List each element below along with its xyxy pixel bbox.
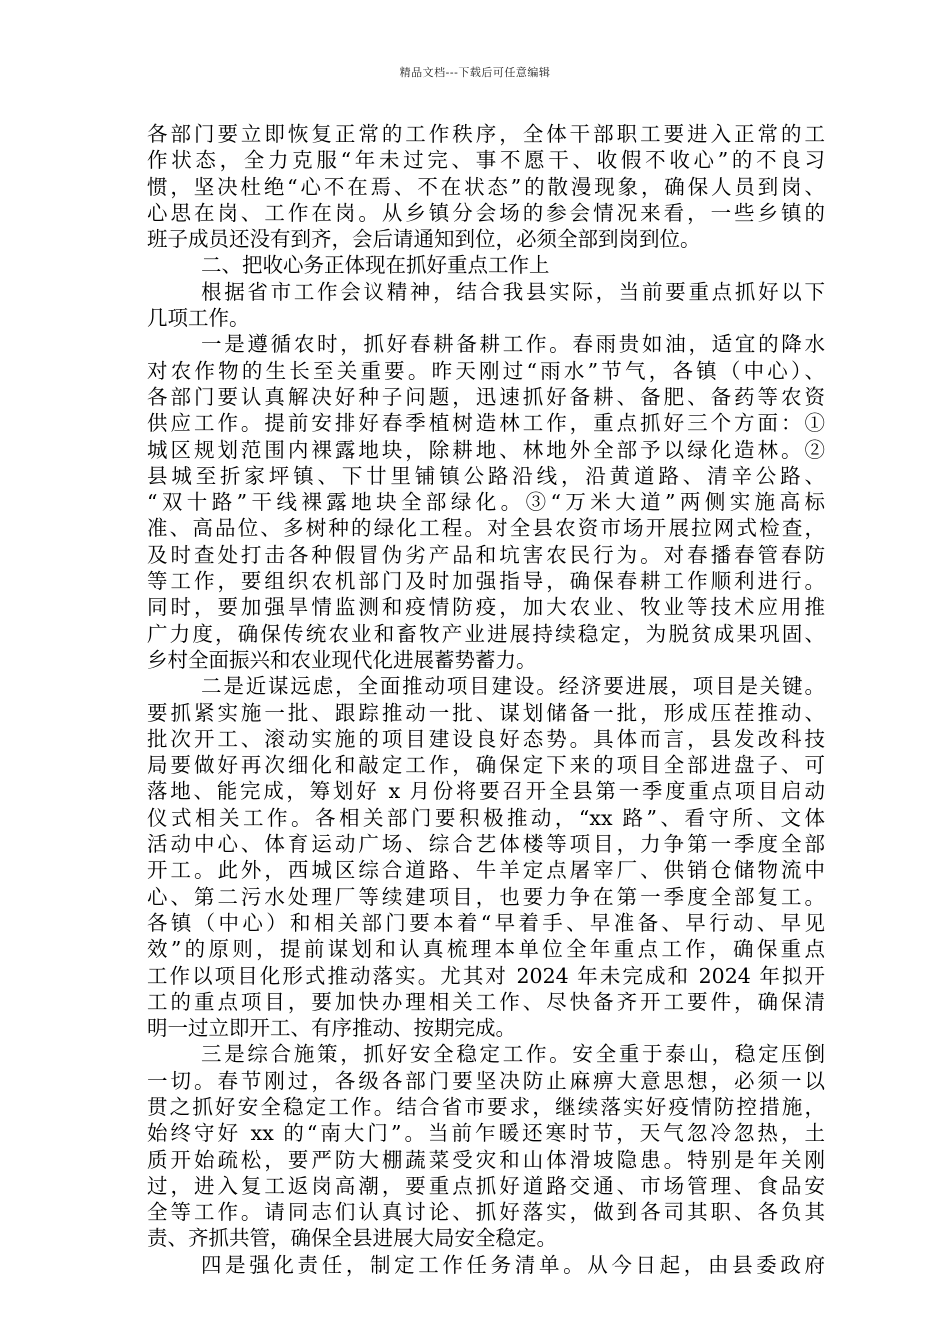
paragraph-line: 四是强化责任，制定工作任务清单。从今日起，由县委政府 bbox=[201, 1252, 825, 1277]
paragraph-line: 各部门要认真解决好种子问题，迅速抓好备耕、备肥、备药等农资 bbox=[147, 384, 825, 409]
paragraph-line: 二是近谋远虑，全面推动项目建设。经济要进展，项目是关键。 bbox=[201, 674, 825, 699]
paragraph-line: 效”的原则，提前谋划和认真梳理本单位全年重点工作，确保重点 bbox=[147, 937, 825, 962]
paragraph-line: 作状态，全力克服“年未过完、事不愿干、收假不收心”的不良习 bbox=[147, 148, 825, 173]
paragraph-line: “双十路”干线裸露地块全部绿化。③“万米大道”两侧实施高标 bbox=[147, 490, 825, 515]
paragraph-line: 等工作，要组织农机部门及时加强指导，确保春耕工作顺利进行。 bbox=[147, 569, 825, 594]
page-header-watermark: 精品文档---下载后可任意编辑 bbox=[399, 66, 551, 79]
paragraph-line: 三是综合施策，抓好安全稳定工作。安全重于泰山，稳定压倒 bbox=[201, 1042, 825, 1067]
paragraph-line: 批次开工、滚动实施的项目建设良好态势。具体而言，县发改科技 bbox=[147, 726, 825, 751]
paragraph-line: 责、齐抓共管，确保全县进展大局安全稳定。 bbox=[147, 1226, 557, 1251]
paragraph-line: 惯，坚决杜绝“心不在焉、不在状态”的散漫现象，确保人员到岗、 bbox=[147, 174, 825, 199]
paragraph-line: 质开始疏松，要严防大棚蔬菜受灾和山体滑坡隐患。特别是年关刚 bbox=[147, 1147, 825, 1172]
paragraph-line: 对农作物的生长至关重要。昨天刚过“雨水”节气，各镇（中心）、 bbox=[147, 358, 825, 383]
paragraph-line: 广力度，确保传统农业和畜牧产业进展持续稳定，为脱贫成果巩固、 bbox=[147, 621, 825, 646]
paragraph-line: 明一过立即开工、有序推动、按期完成。 bbox=[147, 1016, 516, 1041]
paragraph-line: 供应工作。提前安排好春季植树造林工作，重点抓好三个方面：① bbox=[147, 411, 825, 436]
paragraph-line: 全等工作。请同志们认真讨论、抓好落实，做到各司其职、各负其 bbox=[147, 1200, 825, 1225]
paragraph-line: 落地、能完成，筹划好 x 月份将要召开全县第一季度重点项目启动 bbox=[147, 779, 825, 804]
paragraph-line: 一切。春节刚过，各级各部门要坚决防止麻痹大意思想，必须一以 bbox=[147, 1068, 825, 1093]
paragraph-line: 过，进入复工返岗高潮，要重点抓好道路交通、市场管理、食品安 bbox=[147, 1173, 825, 1198]
document-body bbox=[147, 121, 825, 1278]
paragraph-line: 班子成员还没有到齐，会后请通知到位，必须全部到岗到位。 bbox=[147, 227, 701, 252]
paragraph-line: 一是遵循农时，抓好春耕备耕工作。春雨贵如油，适宜的降水 bbox=[201, 332, 825, 357]
paragraph-line: 城区规划范围内裸露地块，除耕地、林地外全部予以绿化造林。② bbox=[147, 437, 825, 462]
paragraph-line: 局要做好再次细化和敲定工作，确保定下来的项目全部进盘子、可 bbox=[147, 753, 825, 778]
paragraph-line: 几项工作。 bbox=[147, 306, 250, 331]
paragraph-line: 乡村全面振兴和农业现代化进展蓄势蓄力。 bbox=[147, 647, 537, 672]
paragraph-line: 工的重点项目，要加快办理相关工作、尽快备齐开工要件，确保清 bbox=[147, 989, 825, 1014]
paragraph-line: 心思在岗、工作在岗。从乡镇分会场的参会情况来看，一些乡镇的 bbox=[147, 200, 825, 225]
paragraph-line: 根据省市工作会议精神，结合我县实际，当前要重点抓好以下 bbox=[201, 279, 825, 304]
paragraph-line: 县城至折家坪镇、下廿里铺镇公路沿线，沿黄道路、清辛公路、 bbox=[147, 463, 825, 488]
paragraph-line: 心、第二污水处理厂等续建项目，也要力争在第一季度全部复工。 bbox=[147, 884, 825, 909]
paragraph-line: 始终守好 xx 的“南大门”。当前乍暖还寒时节，天气忽冷忽热，土 bbox=[147, 1121, 825, 1146]
paragraph-line: 仪式相关工作。各相关部门要积极推动，“xx 路”、看守所、文体 bbox=[147, 805, 825, 830]
paragraph-line: 各部门要立即恢复正常的工作秩序，全体干部职工要进入正常的工 bbox=[147, 122, 825, 146]
paragraph-line: 工作以项目化形式推动落实。尤其对 2024 年未完成和 2024 年拟开 bbox=[147, 963, 825, 988]
paragraph-line: 同时，要加强旱情监测和疫情防疫，加大农业、牧业等技术应用推 bbox=[147, 595, 825, 620]
paragraph-line: 各镇（中心）和相关部门要本着“早着手、早准备、早行动、早见 bbox=[147, 910, 825, 935]
paragraph-line: 活动中心、体育运动广场、综合艺体楼等项目，力争第一季度全部 bbox=[147, 832, 825, 857]
paragraph-line: 开工。此外，西城区综合道路、牛羊定点屠宰厂、供销仓储物流中 bbox=[147, 858, 825, 883]
paragraph-line: 及时查处打击各种假冒伪劣产品和坑害农民行为。对春播春管春防 bbox=[147, 542, 825, 567]
paragraph-line: 准、高品位、多树种的绿化工程。对全县农资市场开展拉网式检查， bbox=[147, 516, 825, 541]
paragraph-line: 贯之抓好安全稳定工作。结合省市要求，继续落实好疫情防控措施， bbox=[147, 1094, 825, 1119]
section-heading: 二、把收心务正体现在抓好重点工作上 bbox=[201, 253, 550, 278]
paragraph-line: 要抓紧实施一批、跟踪推动一批、谋划储备一批，形成压茬推动、 bbox=[147, 700, 825, 725]
